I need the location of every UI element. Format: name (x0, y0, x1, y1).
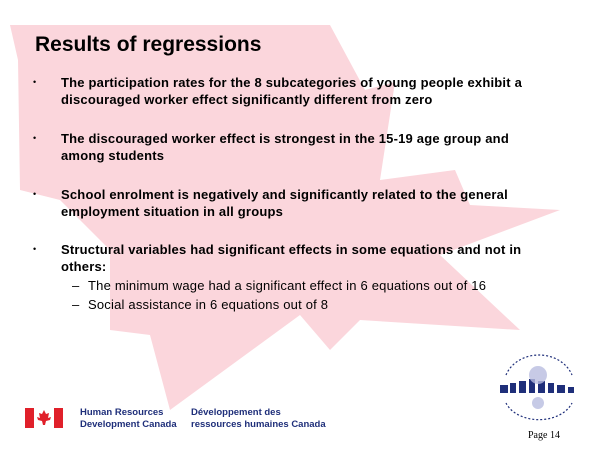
bullet-marker: • (33, 133, 37, 143)
bullet-item (33, 130, 573, 164)
department-name-french (191, 407, 326, 431)
canada-flag-icon (25, 408, 63, 428)
bullet-text-line: School enrolment is negatively and significantly related to the general (61, 187, 508, 202)
bullet-marker: • (33, 244, 37, 254)
sub-bullet-item (72, 277, 486, 294)
sub-bullet-text: The minimum wage had a significant effect in 6 equations out of 16 (88, 278, 487, 293)
department-line: Development Canada (80, 419, 177, 430)
youth-emblem-icon (494, 345, 584, 425)
bullet-text-line: The discouraged worker effect is strongest in the 15-19 age group and (61, 131, 509, 146)
bullet-text-line: Structural variables had significant effects in some equations and not in (61, 242, 522, 257)
department-line: ressources humaines Canada (191, 419, 326, 430)
bullet-text-line: The participation rates for the 8 subcategories of young people exhibit a (61, 75, 523, 90)
department-line: Human Resources (80, 407, 164, 418)
bullet-marker: • (33, 189, 37, 199)
sub-bullet-marker: – (72, 297, 80, 312)
bullet-text-line: others: (61, 259, 107, 274)
bullet-item (33, 186, 573, 220)
bullet-item (33, 241, 573, 275)
page-number: Page 14 (528, 430, 560, 441)
department-line: Développement des (191, 407, 281, 418)
bullet-item (33, 74, 573, 108)
slide-title: Results of regressions (35, 33, 262, 56)
sub-bullet-text: Social assistance in 6 equations out of 8 (88, 297, 329, 312)
bullet-marker: • (33, 77, 37, 87)
bullet-text-line: among students (61, 148, 165, 163)
bullet-text-line: discouraged worker effect significantly different from zero (61, 92, 433, 107)
sub-bullet-item (72, 296, 328, 313)
sub-bullet-marker: – (72, 278, 80, 293)
bullet-text-line: employment situation in all groups (61, 204, 284, 219)
department-name-english (80, 407, 177, 431)
